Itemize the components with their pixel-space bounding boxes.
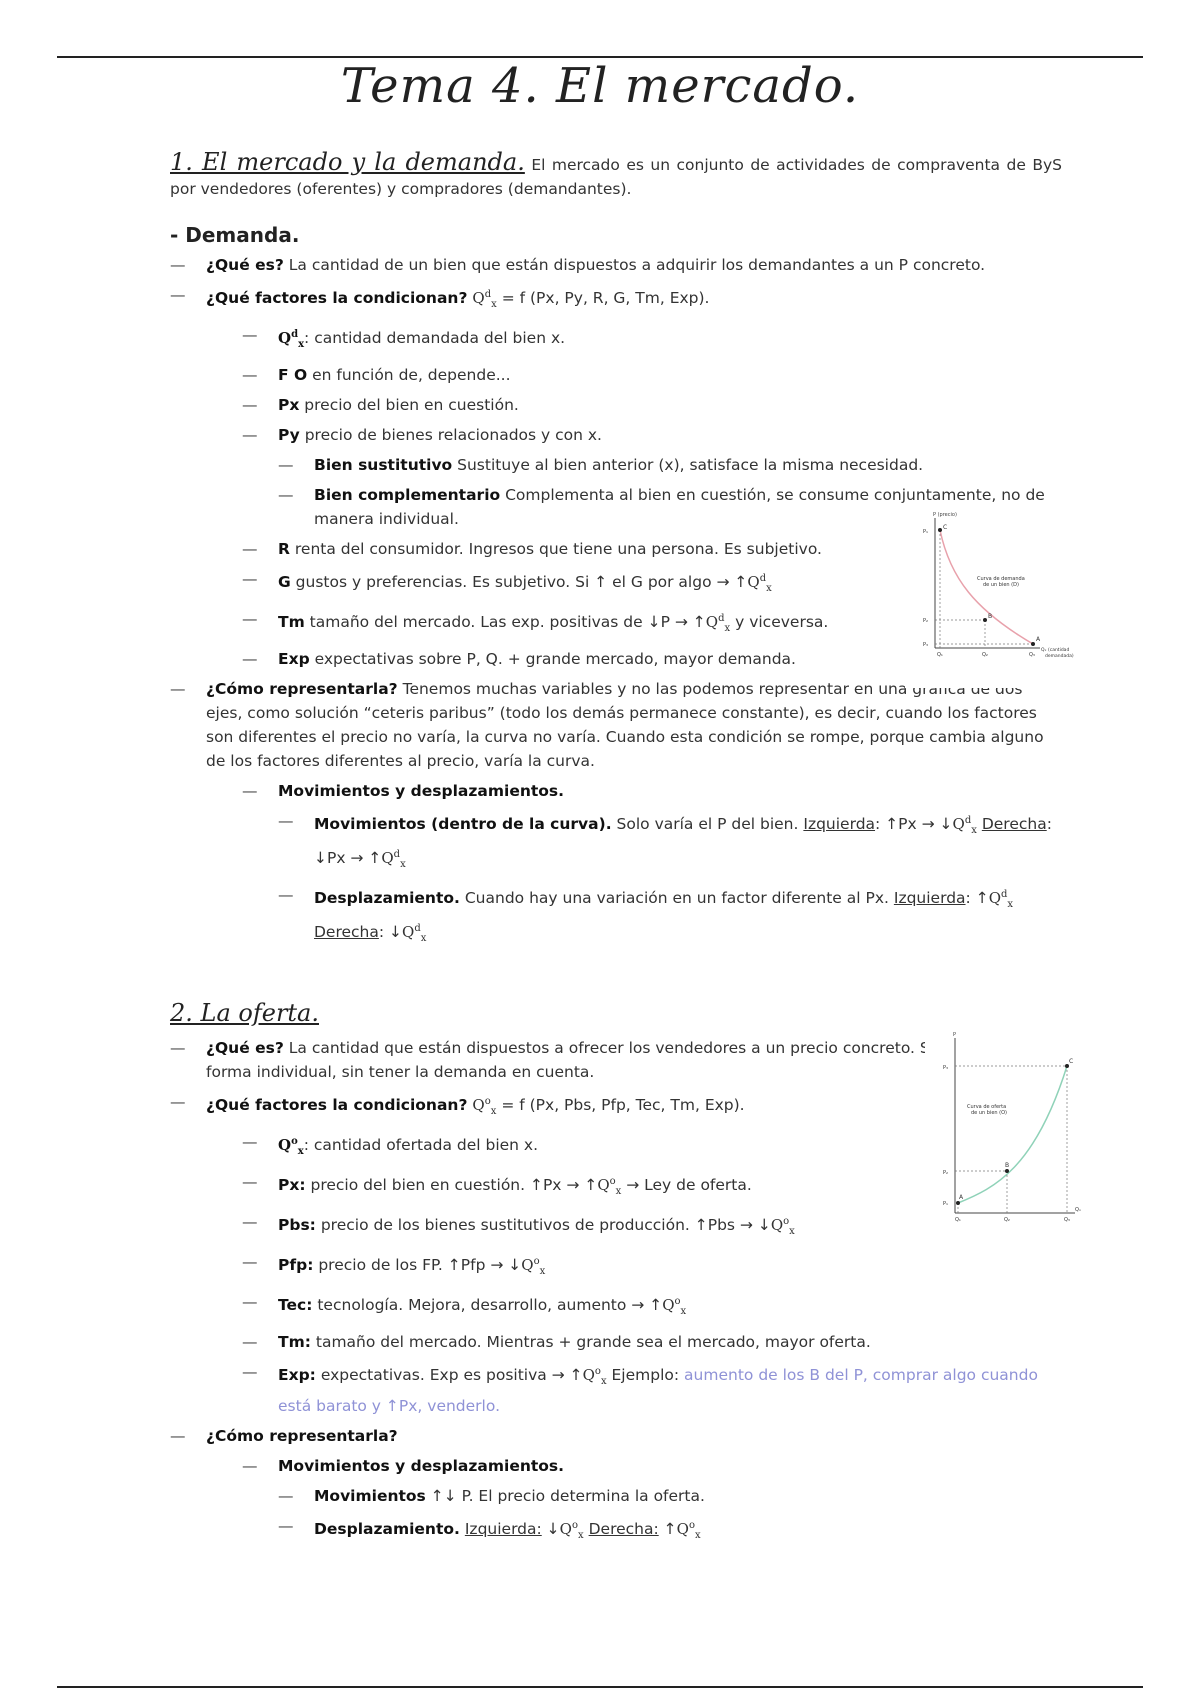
- r-text: renta del consumidor. Ingresos que tiene una persona. Es subjetivo.: [294, 540, 822, 558]
- point-b: [1005, 1169, 1009, 1173]
- py-label: Py: [278, 426, 300, 444]
- list-item: — Movimientos (dentro de la curva). Solo varía el P del bien. Izquierda: ↑Px → $↓Q^d_x$ Derecha: ↓Px → $↑Q^d_x$: [314, 809, 1062, 877]
- q-symbol: $Q^o_x$: [662, 1296, 687, 1317]
- q-symbol: $Q^o_x$: [676, 1520, 701, 1541]
- tm-label: Tm: [278, 613, 305, 631]
- movdesp-label: Movimientos y desplazamientos.: [278, 782, 565, 800]
- q-symbol: $Q^d_x$: [402, 923, 427, 944]
- q-symbol: $Q^d_x$: [472, 289, 497, 310]
- desp-label: Desplazamiento.: [314, 889, 460, 907]
- qxo-text: : cantidad ofertada del bien x.: [303, 1136, 539, 1154]
- section-2-heading: 2. La oferta.: [170, 999, 319, 1027]
- px-text: precio del bien en cuestión.: [304, 396, 519, 414]
- svg-text:P₁: P₁: [943, 1201, 949, 1207]
- example-text: aumento de los B del P, comprar algo cuando está barato y ↑Px, venderlo.: [278, 1366, 1038, 1415]
- svg-text:A: A: [959, 1194, 964, 1201]
- q-symbol: $Q^d_x$: [747, 573, 772, 594]
- list-item: — Desplazamiento. Izquierda: $↓Q^o_x$ Derecha: $↑Q^o_x$: [314, 1514, 1062, 1548]
- como-label: ¿Cómo representarla?: [206, 680, 398, 698]
- svg-text:Q₃: Q₃: [1064, 1217, 1070, 1223]
- qxd-text: : cantidad demandada del bien x.: [304, 329, 566, 347]
- q-symbol: $Q^o_x$: [582, 1366, 607, 1387]
- list-item: [278, 323, 1062, 357]
- factores-formula: = f (Px, Py, R, G, Tm, Exp).: [501, 289, 710, 307]
- list-item: [278, 1454, 1062, 1548]
- q-symbol: $Q^d_x$: [381, 849, 406, 870]
- page-title: Tema 4. El mercado.: [340, 58, 860, 114]
- supply-movdesp-sublist: [278, 1484, 1062, 1548]
- derecha-label: Derecha:: [588, 1520, 659, 1538]
- svg-text:C: C: [1069, 1058, 1074, 1065]
- svg-text:P₂: P₂: [943, 1170, 949, 1176]
- point-c: [938, 528, 942, 532]
- movdesp-sublist: [278, 809, 1062, 951]
- curve-label: de un bien (D): [983, 582, 1019, 588]
- svg-text:A: A: [1036, 636, 1041, 643]
- movdesp-list: [206, 779, 1062, 951]
- tm-text: tamaño del mercado. Las exp. positivas de ↓P →: [309, 613, 688, 631]
- demand-curve-chart: [905, 508, 1085, 688]
- q-symbol: $Q^o_x$: [472, 1096, 497, 1117]
- supply-curve: [958, 1066, 1067, 1203]
- g-label: G: [278, 573, 291, 591]
- x-axis-title: Qₓ: [1075, 1207, 1082, 1213]
- q-symbol: $Q^d_x$: [988, 889, 1014, 910]
- svg-text:Q₁: Q₁: [955, 1217, 961, 1223]
- desp-text: Cuando hay una variación en un factor diferente al Px.: [464, 889, 889, 907]
- izquierda-label: Izquierda: [803, 815, 876, 833]
- comp-label: Bien complementario: [314, 486, 501, 504]
- pfp-label: Pfp:: [278, 1256, 314, 1274]
- movdesp-label: Movimientos y desplazamientos.: [278, 1457, 565, 1475]
- que-es-text: La cantidad que están dispuestos a ofrecer los vendedores a un precio concreto. Se analiza de forma individual, sin tener la demanda en cuenta.: [206, 1039, 1024, 1081]
- py-text: precio de bienes relacionados y con x.: [304, 426, 602, 444]
- list-item: [206, 677, 1062, 951]
- fo-text: en función de, depende...: [312, 366, 511, 384]
- svg-text:P₁: P₁: [923, 529, 929, 535]
- list-item: [314, 453, 1062, 477]
- list-item: — Exp: expectativas. Exp es positiva → $↑Q^o_x$ Ejemplo: aumento de los B del P, comprar algo cuando está barato y ↑Px, venderlo.: [278, 1360, 1062, 1418]
- curve-label: de un bien (O): [971, 1110, 1008, 1116]
- que-es-text: La cantidad de un bien que están dispuestos a adquirir los demandantes a un P concreto.: [288, 256, 986, 274]
- q-symbol: $Q^o_x$: [559, 1520, 584, 1541]
- list-item: — Px: precio del bien en cuestión. ↑Px → $↑Q^o_x$ → Ley de oferta.: [278, 1170, 1062, 1204]
- list-item: — Tec: tecnología. Mejora, desarrollo, aumento → $↑Q^o_x$: [278, 1290, 1062, 1324]
- mov-label: Movimientos: [314, 1487, 426, 1505]
- list-item: — Pfp: precio de los FP. ↑Pfp → $↓Q^o_x$: [278, 1250, 1062, 1284]
- list-item: — G gustos y preferencias. Es subjetivo. Si ↑ el G por $algo \to ↑Q^d_x$: [278, 567, 1062, 601]
- list-item: — Pbs: precio de los bienes sustitutivos de producción. ↑Pbs → $↓Q^o_x$: [278, 1210, 1062, 1244]
- svg-text:C: C: [943, 524, 948, 531]
- exp-text: expectativas sobre P, Q. + grande mercado, mayor demanda.: [314, 650, 796, 668]
- x-axis-title: demandada): [1045, 654, 1074, 659]
- como-label: ¿Cómo representarla?: [206, 1427, 398, 1445]
- que-es-label: ¿Qué es?: [206, 1039, 284, 1057]
- sust-label: Bien sustitutivo: [314, 456, 453, 474]
- q-symbol: $Q^d_x$: [278, 329, 305, 350]
- q-symbol: $Q^o_x$: [597, 1176, 622, 1197]
- point-a: [1031, 642, 1035, 646]
- comp-text: Complementa al bien en cuestión, se consume conjuntamente, no de manera individual.: [314, 486, 1045, 528]
- derecha-label: Derecha: [981, 815, 1047, 833]
- exp-label: Exp: [278, 650, 310, 668]
- svg-text:Q₂: Q₂: [982, 652, 988, 658]
- list-item: — Tm: tamaño del mercado. Mientras + grande sea el mercado, mayor oferta.: [278, 1330, 1062, 1354]
- r-label: R: [278, 540, 290, 558]
- section-1-heading: 1. El mercado y la demanda.: [170, 148, 525, 176]
- factores-label: ¿Qué factores la condicionan?: [206, 1096, 468, 1114]
- fo-label: F O: [278, 366, 308, 384]
- tm-label: Tm:: [278, 1333, 311, 1351]
- list-item: [278, 779, 1062, 951]
- mov-text: Solo varía el P del bien.: [616, 815, 799, 833]
- pbs-label: Pbs:: [278, 1216, 316, 1234]
- q-symbol: $Q^d_x$: [705, 613, 731, 634]
- intro-text: El mercado es un conjunto de actividades de compraventa de ByS por vendedores (oferentes) y compradores (demandantes).: [170, 156, 1062, 198]
- curve-label: Curva de oferta: [967, 1104, 1007, 1110]
- mov-label: Movimientos (dentro de la curva).: [314, 815, 612, 833]
- que-es-label: ¿Qué es?: [206, 256, 284, 274]
- demand-heading: - Demanda.: [170, 223, 300, 247]
- factores-label: ¿Qué factores la condicionan?: [206, 289, 468, 307]
- svg-text:B: B: [988, 613, 993, 620]
- list-item: [278, 393, 1062, 417]
- desp-label: Desplazamiento.: [314, 1520, 460, 1538]
- svg-text:P₃: P₃: [923, 642, 929, 648]
- list-item: [206, 253, 1062, 277]
- tec-label: Tec:: [278, 1296, 313, 1314]
- list-item: [278, 363, 1062, 387]
- x-axis-title: Qₓ (cantidad: [1041, 648, 1070, 653]
- bottom-rule: [57, 1686, 1143, 1688]
- section-1-intro: [170, 150, 1062, 201]
- g-text: gustos y preferencias. Es subjetivo. Si ↑ el G por algo →: [295, 573, 730, 591]
- list-item: — Movimientos ↑↓ P. El precio determina la oferta.: [314, 1484, 1062, 1508]
- izquierda-label: Izquierda:: [464, 1520, 542, 1538]
- svg-text:P₃: P₃: [943, 1065, 949, 1071]
- svg-text:P₂: P₂: [923, 618, 929, 624]
- document-body: [170, 150, 1062, 1554]
- y-axis-title: P: [953, 1032, 957, 1038]
- y-axis-title: P (precio): [933, 512, 957, 518]
- q-symbol: $Q^o_x$: [521, 1256, 546, 1277]
- svg-text:Q₃: Q₃: [1029, 652, 1035, 658]
- supply-curve-chart: [925, 1028, 1085, 1228]
- q-symbol: $Q^o_x$: [278, 1136, 304, 1157]
- sust-text: Sustituye al bien anterior (x), satisface la misma necesidad.: [457, 456, 924, 474]
- curve-label: Curva de demanda: [977, 576, 1025, 582]
- svg-text:Q₂: Q₂: [1004, 1217, 1010, 1223]
- izquierda-label: Izquierda: [893, 889, 966, 907]
- list-item: [206, 1424, 1062, 1548]
- factores-formula: = f (Px, Pbs, Pfp, Tec, Tm, Exp).: [501, 1096, 745, 1114]
- px-label: Px: [278, 396, 300, 414]
- supply-movdesp-list: [206, 1454, 1062, 1548]
- point-a: [956, 1201, 960, 1205]
- q-symbol: $Q^o_x$: [770, 1216, 795, 1237]
- derecha-label: Derecha: [314, 923, 379, 941]
- svg-text:B: B: [1005, 1162, 1010, 1169]
- px-label: Px:: [278, 1176, 306, 1194]
- list-item: — Desplazamiento. Cuando hay una variación en un factor diferente al Px. Izquierda: $↑Q^d_x$ Derecha: $↓Q^d_x$: [314, 883, 1062, 951]
- point-b: [983, 618, 987, 622]
- como-text: Tenemos muchas variables y no las podemos representar en una gráfica de dos ejes, como solución “ceteris paribus” (todo los demás permanece constante), es decir, cuando los factores son diferentes el precio no varía, la curva no varía. Cuando esta condición se rompe, porque cambia alguno de los factores diferentes al precio, varía la curva.: [206, 680, 1044, 770]
- list-item: — Tm tamaño del mercado. Las exp. positivas de ↓P → $↑Q^d_x$ y viceversa.: [278, 607, 1062, 641]
- exp-label: Exp:: [278, 1366, 316, 1384]
- q-symbol: $Q^d_x$: [952, 815, 977, 836]
- svg-text:Q₁: Q₁: [937, 652, 943, 658]
